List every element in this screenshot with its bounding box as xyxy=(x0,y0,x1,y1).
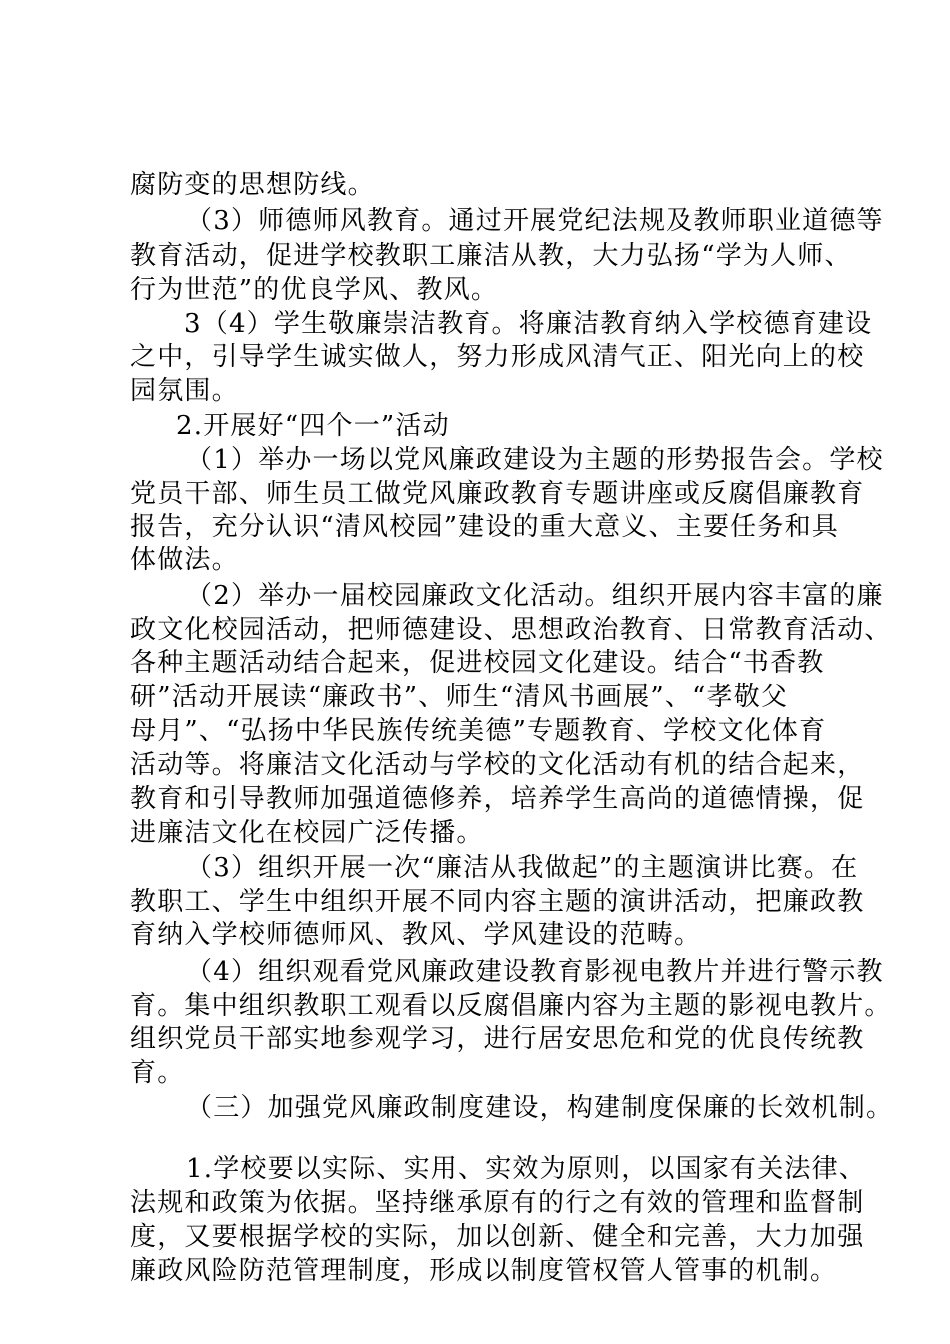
paragraph-line: 腐防变的思想防线。 xyxy=(130,170,375,200)
paragraph-line: 进廉洁文化在校园广泛传播。 xyxy=(130,818,484,848)
paragraph-line: 政文化校园活动，把师德建设、思想政治教育、日常教育活动、 xyxy=(130,615,892,645)
paragraph-line: 育纳入学校师德师风、教风、学风建设的范畴。 xyxy=(130,920,702,950)
paragraph-line: （2）举办一届校园廉政文化活动。组织开展内容丰富的廉 xyxy=(186,581,884,611)
paragraph-line: （1）举办一场以党风廉政建设为主题的形势报告会。学校 xyxy=(186,445,884,475)
paragraph-line: 教育和引导教师加强道德修养，培养学生高尚的道德情操，促 xyxy=(130,784,865,814)
paragraph-line: 法规和政策为依据。坚持继承原有的行之有效的管理和监督制 xyxy=(130,1188,865,1218)
paragraph-line: 育。 xyxy=(130,1058,185,1088)
paragraph-line: 教育活动，促进学校教职工廉洁从教，大力弘扬“学为人师、 xyxy=(130,241,852,271)
paragraph-line: 廉政风险防范管理制度，形成以制度管权管人管事的机制。 xyxy=(130,1256,838,1286)
paragraph-line: （4）组织观看党风廉政建设教育影视电教片并进行警示教 xyxy=(186,957,884,987)
paragraph-line: 园氛围。 xyxy=(130,376,239,406)
paragraph-line: 1.学校要以实际、实用、实效为原则，以国家有关法律、 xyxy=(186,1154,867,1184)
paragraph-line: 3（4）学生敬廉崇洁教育。将廉洁教育纳入学校德育建设 xyxy=(184,309,873,339)
paragraph-line: （3）组织开展一次“廉洁从我做起”的主题演讲比赛。在 xyxy=(186,853,859,883)
paragraph-line: 各种主题活动结合起来，促进校园文化建设。结合“书香教 xyxy=(130,648,825,678)
paragraph-line: 教职工、学生中组织开展不同内容主题的演讲活动，把廉政教 xyxy=(130,887,865,917)
section-heading: （三）加强党风廉政制度建设，构建制度保廉的长效机制。 xyxy=(186,1093,894,1123)
paragraph-line: 育。集中组织教职工观看以反腐倡廉内容为主题的影视电教片。 xyxy=(130,991,892,1021)
paragraph-line: 组织党员干部实地参观学习，进行居安思危和党的优良传统教 xyxy=(130,1024,865,1054)
section-heading: 2.开展好“四个一”活动 xyxy=(176,411,450,441)
paragraph-line: 母月”、“弘扬中华民族传统美德”专题教育、学校文化体育 xyxy=(130,716,827,746)
paragraph-line: 度，又要根据学校的实际，加以创新、健全和完善，大力加强 xyxy=(130,1222,865,1252)
paragraph-line: 研”活动开展读“廉政书”、师生“清风书画展”、“孝敬父 xyxy=(130,682,789,712)
paragraph-line: 体做法。 xyxy=(130,545,239,575)
paragraph-line: 党员干部、师生员工做党风廉政教育专题讲座或反腐倡廉教育 xyxy=(130,479,865,509)
paragraph-line: （3）师德师风教育。通过开展党纪法规及教师职业道德等 xyxy=(186,206,884,236)
paragraph-line: 报告，充分认识“清风校园”建设的重大意义、主要任务和具 xyxy=(130,512,839,542)
paragraph-line: 行为世范”的优良学风、教风。 xyxy=(130,275,499,305)
paragraph-line: 活动等。将廉洁文化活动与学校的文化活动有机的结合起来， xyxy=(130,750,865,780)
paragraph-line: 之中，引导学生诚实做人，努力形成风清气正、阳光向上的校 xyxy=(130,342,865,372)
